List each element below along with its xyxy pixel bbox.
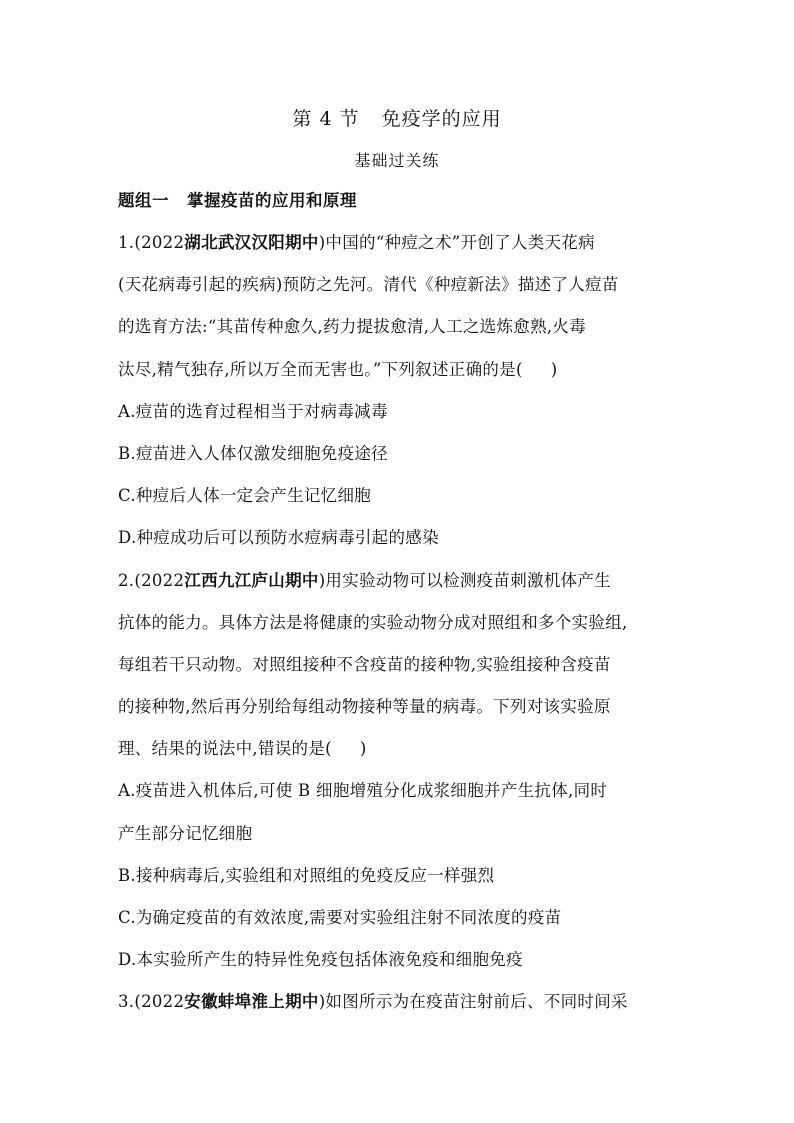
option-d: D.种痘成功后可以预防水痘病毒引起的感染 (118, 528, 439, 548)
stem-text: )用实验动物可以检测疫苗刺激机体产生 (318, 570, 612, 590)
question-source: 安徽蚌埠淮上期中 (184, 992, 319, 1012)
question-group-heading (118, 190, 678, 212)
question-3 (118, 991, 678, 1013)
option-d: D.本实验所产生的特异性免疫包括体液免疫和细胞免疫 (118, 950, 523, 970)
question-stem-line: 每组若干只动物。对照组接种不含疫苗的接种物,实验组接种含疫苗 (118, 654, 611, 674)
stem-text: 理、结果的说法中,错误的是( (118, 739, 332, 759)
question-number: 2.(2022 (118, 570, 185, 590)
question-stem-line: 的接种物,然后再分别给每组动物接种等量的病毒。下列对该实验原 (118, 697, 611, 717)
option-a: A.痘苗的选育过程相当于对病毒减毒 (118, 401, 388, 421)
section-name: 免疫学的应用 (381, 108, 502, 130)
option-b: B.痘苗进入人体仅激发细胞免疫途径 (118, 443, 388, 463)
exercise-subtitle: 基础过关练 (354, 151, 440, 170)
question-stem-line (118, 991, 678, 1013)
question-stem-line: 的选育方法:“其苗传种愈久,药力提拔愈清,人工之选炼愈熟,火毒 (118, 317, 587, 337)
question-stem-line: (天花病毒引起的疾病)预防之先河。清代《种痘新法》描述了人痘苗 (118, 275, 619, 295)
stem-text: )如图所示为在疫苗注射前后、不同时间采 (318, 992, 628, 1012)
group-name: 掌握疫苗的应用和原理 (187, 191, 357, 210)
question-source: 湖北武汉汉阳期中 (184, 233, 319, 252)
question-number: 3.(2022 (118, 992, 185, 1012)
option-c: C.为确定疫苗的有效浓度,需要对实验组注射不同浓度的疫苗 (118, 908, 562, 927)
option-a: A.疫苗进入机体后,可使 B 细胞增殖分化成浆细胞并产生抗体,同时 (118, 781, 608, 801)
question-stem-line: 抗体的能力。具体方法是将健康的实验动物分成对照组和多个实验组, (118, 612, 628, 632)
question-2 (118, 570, 678, 972)
group-label: 题组一 (118, 191, 169, 210)
stem-text: )中国的“种痘之术”开创了人类天花病 (318, 233, 595, 252)
question-stem-line (118, 570, 678, 592)
question-stem-line (118, 738, 678, 760)
section-title (0, 104, 794, 131)
question-content (118, 190, 678, 1034)
question-1 (118, 232, 678, 549)
stem-close: ) (359, 739, 367, 759)
section-number: 第 4 节 (292, 108, 360, 130)
question-number: 1.(2022 (118, 233, 185, 252)
option-a-continued: 产生部分记忆细胞 (118, 823, 253, 843)
option-b: B.接种病毒后,实验组和对照组的免疫反应一样强烈 (118, 865, 495, 885)
stem-text: 汰尽,精气独存,所以万全而无害也。”下列叙述正确的是( (118, 359, 523, 379)
stem-close: ) (550, 359, 558, 379)
question-source: 江西九江庐山期中 (184, 570, 319, 590)
question-stem-line (118, 232, 678, 254)
option-c: C.种痘后人体一定会产生记忆细胞 (118, 486, 372, 506)
question-stem-line (118, 359, 678, 381)
